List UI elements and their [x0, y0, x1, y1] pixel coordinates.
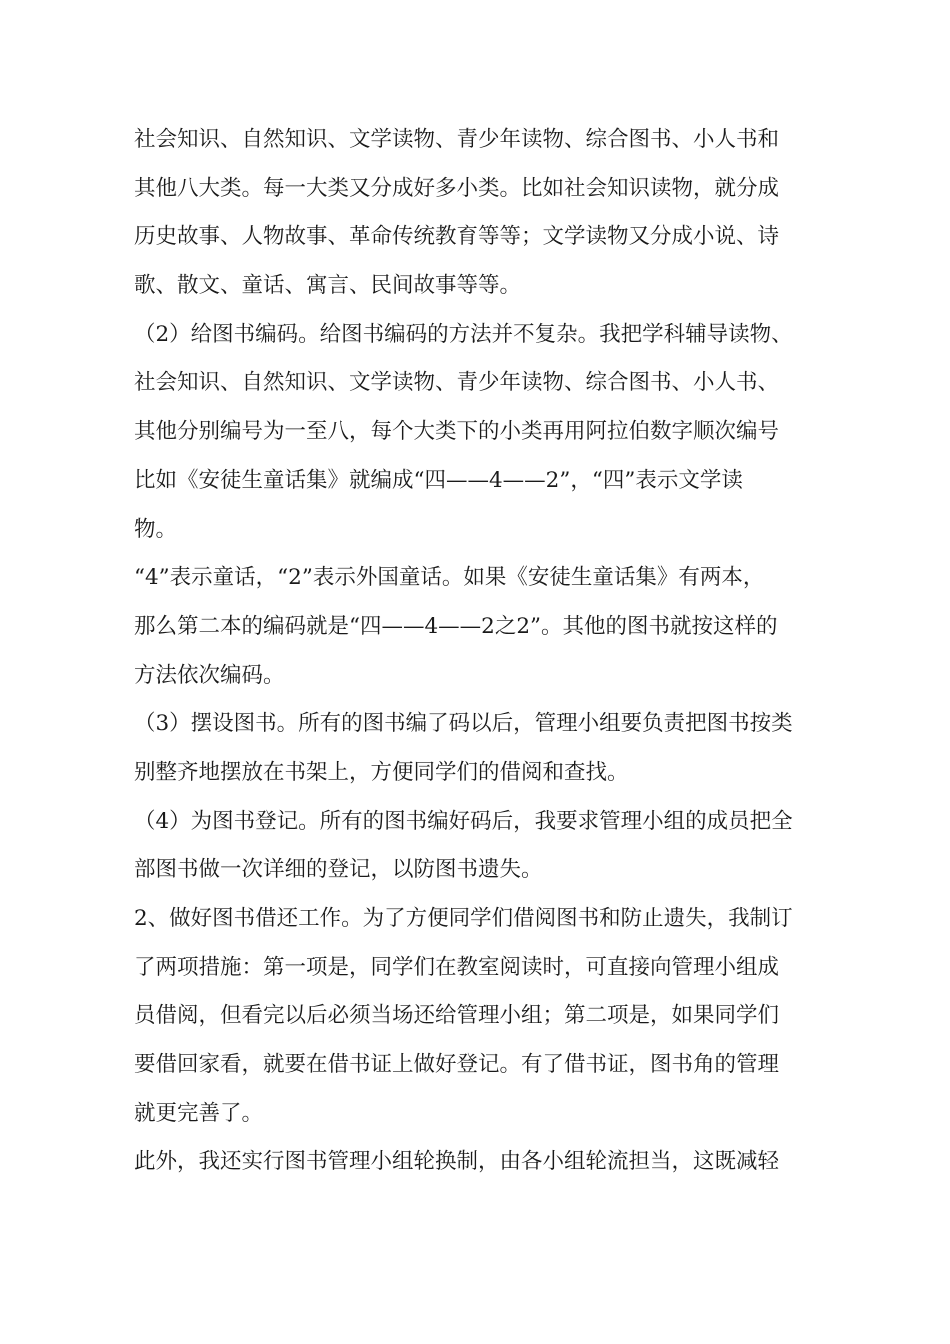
text-line: 其他八大类。每一大类又分成好多小类。比如社会知识读物，就分成	[134, 175, 780, 201]
text-line: 了两项措施：第一项是，同学们在教室阅读时，可直接向管理小组成	[134, 954, 780, 980]
text-line: 要借回家看，就要在借书证上做好登记。有了借书证，图书角的管理	[134, 1052, 780, 1078]
text-line: 其他分别编号为一至八，每个大类下的小类再用阿拉伯数字顺次编号	[134, 419, 780, 445]
text-line: 历史故事、人物故事、革命传统教育等等；文学读物又分成小说、诗	[134, 224, 780, 250]
text-line: 歌、散文、童话、寓言、民间故事等等。	[134, 273, 522, 299]
text-line: 方法依次编码。	[134, 662, 285, 688]
text-line: 员借阅，但看完以后必须当场还给管理小组；第二项是，如果同学们	[134, 1003, 780, 1029]
text-line: 社会知识、自然知识、文学读物、青少年读物、综合图书、小人书和	[134, 127, 780, 152]
text-line: 就更完善了。	[134, 1100, 264, 1126]
text-line: 2、做好图书借还工作。为了方便同学们借阅图书和防止遗失，我制订	[134, 906, 793, 931]
text-line: （3）摆设图书。所有的图书编了码以后，管理小组要负责把图书按类	[134, 711, 793, 737]
text-line: 别整齐地摆放在书架上，方便同学们的借阅和查找。	[134, 759, 629, 785]
text-line: 部图书做一次详细的登记，以防图书遗失。	[134, 857, 543, 883]
text-line: 那么第二本的编码就是“四——4——2之2”。其他的图书就按这样的	[134, 613, 778, 639]
text-line: 此外，我还实行图书管理小组轮换制，由各小组轮流担当，这既减轻	[134, 1149, 780, 1175]
text-line: “4”表示童话，“2”表示外国童话。如果《安徒生童话集》有两本，	[134, 565, 765, 591]
text-line: 社会知识、自然知识、文学读物、青少年读物、综合图书、小人书、	[134, 370, 780, 396]
document-body	[134, 116, 834, 1187]
text-line: 物。	[134, 516, 178, 542]
text-line: （4）为图书登记。所有的图书编好码后，我要求管理小组的成员把全	[134, 808, 793, 834]
text-line: （2）给图书编码。给图书编码的方法并不复杂。我把学科辅导读物、	[134, 321, 793, 347]
text-line: 比如《安徒生童话集》就编成“四——4——2”，“四”表示文学读	[134, 467, 743, 493]
